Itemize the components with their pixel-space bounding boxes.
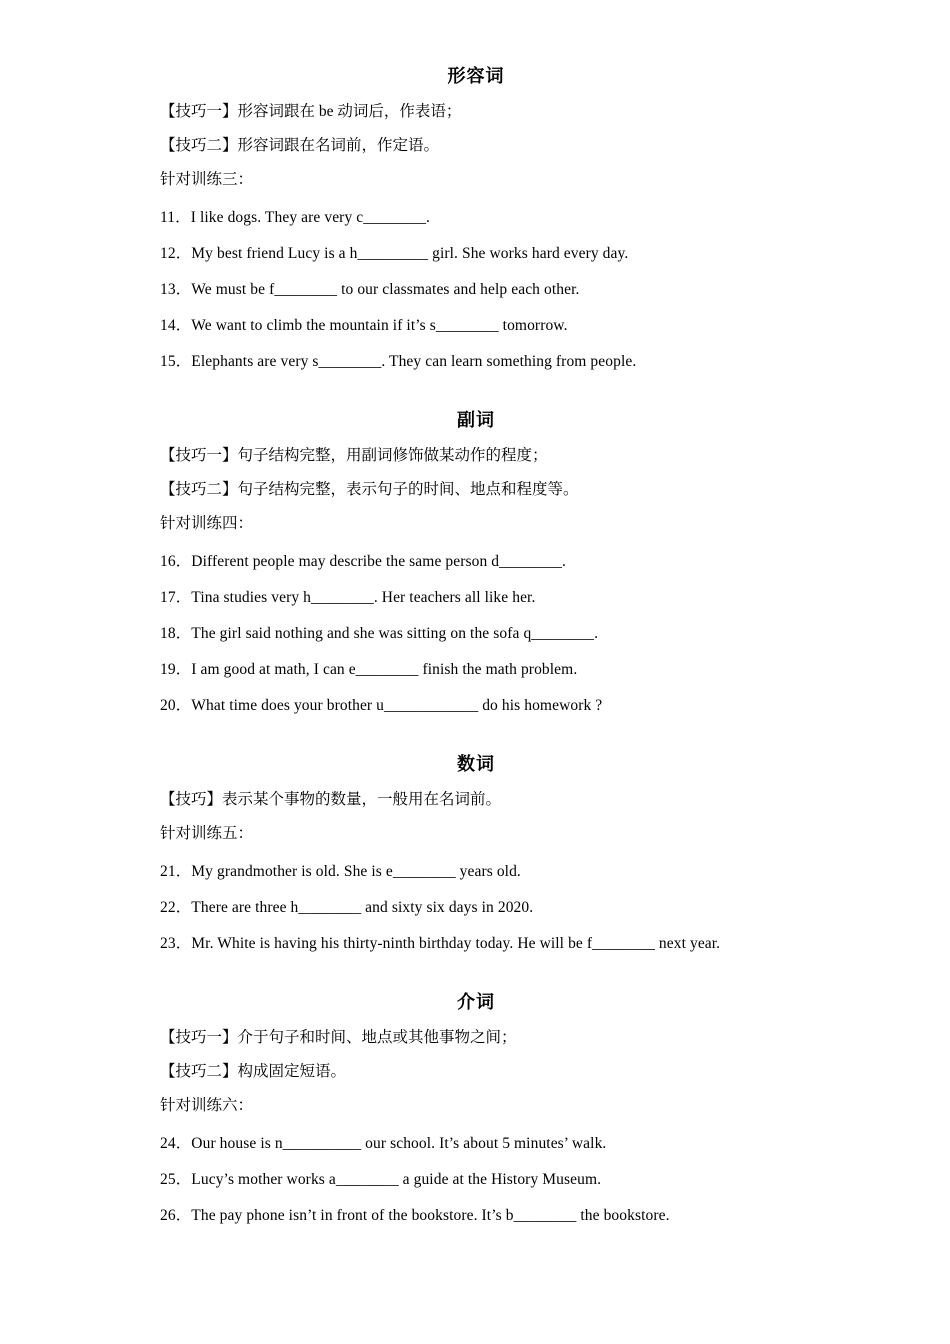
tip-line: 【技巧二】构成固定短语。: [160, 1063, 347, 1080]
section-title: 介词: [457, 992, 495, 1012]
section-numerals: [160, 752, 792, 954]
question-item: 18．The girl said nothing and she was sitting on the sofa q________.: [160, 625, 599, 642]
section-title: 形容词: [447, 66, 505, 86]
section-title: 副词: [457, 410, 495, 430]
question-item: 23．Mr. White is having his thirty-ninth birthday today. He will be f________ next year.: [160, 935, 721, 952]
question-item: 14．We want to climb the mountain if it’s s________ tomorrow.: [160, 317, 568, 334]
question-item: 16．Different people may describe the same person d________.: [160, 553, 566, 570]
question-item: 24．Our house is n__________ our school. It’s about 5 minutes’ walk.: [160, 1135, 607, 1152]
question-item: 21．My grandmother is old. She is e________ years old.: [160, 863, 521, 880]
section-adjectives: [160, 64, 792, 372]
question-item: 20．What time does your brother u____________ do his homework ?: [160, 697, 603, 714]
tip-line: 【技巧一】介于句子和时间、地点或其他事物之间；: [160, 1029, 517, 1046]
practice-label: 针对训练六：: [160, 1097, 254, 1114]
question-item: 11．I like dogs. They are very c________.: [160, 209, 431, 226]
question-item: 17．Tina studies very h________. Her teachers all like her.: [160, 589, 536, 606]
tip-line: 【技巧一】句子结构完整，用副词修饰做某动作的程度；: [160, 447, 548, 464]
question-item: 19．I am good at math, I can e________ finish the math problem.: [160, 661, 578, 678]
practice-label: 针对训练五：: [160, 825, 254, 842]
tip-line: 【技巧二】形容词跟在名词前，作定语。: [160, 137, 440, 154]
section-title: 数词: [457, 754, 495, 774]
question-item: 25．Lucy’s mother works a________ a guide at the History Museum.: [160, 1171, 602, 1188]
section-prepositions: [160, 990, 792, 1226]
question-item: 12．My best friend Lucy is a h_________ girl. She works hard every day.: [160, 245, 629, 262]
question-item: 15．Elephants are very s________. They can learn something from people.: [160, 353, 637, 370]
question-item: 26．The pay phone isn’t in front of the bookstore. It’s b________ the bookstore.: [160, 1207, 670, 1224]
question-item: 22．There are three h________ and sixty six days in 2020.: [160, 899, 534, 916]
practice-label: 针对训练三：: [160, 171, 254, 188]
practice-label: 针对训练四：: [160, 515, 254, 532]
tip-line: 【技巧一】形容词跟在 be 动词后，作表语；: [160, 103, 462, 120]
tip-line: 【技巧二】句子结构完整，表示句子的时间、地点和程度等。: [160, 481, 579, 498]
tip-line: 【技巧】表示某个事物的数量，一般用在名词前。: [160, 791, 502, 808]
question-item: 13．We must be f________ to our classmates and help each other.: [160, 281, 580, 298]
section-adverbs: [160, 408, 792, 716]
